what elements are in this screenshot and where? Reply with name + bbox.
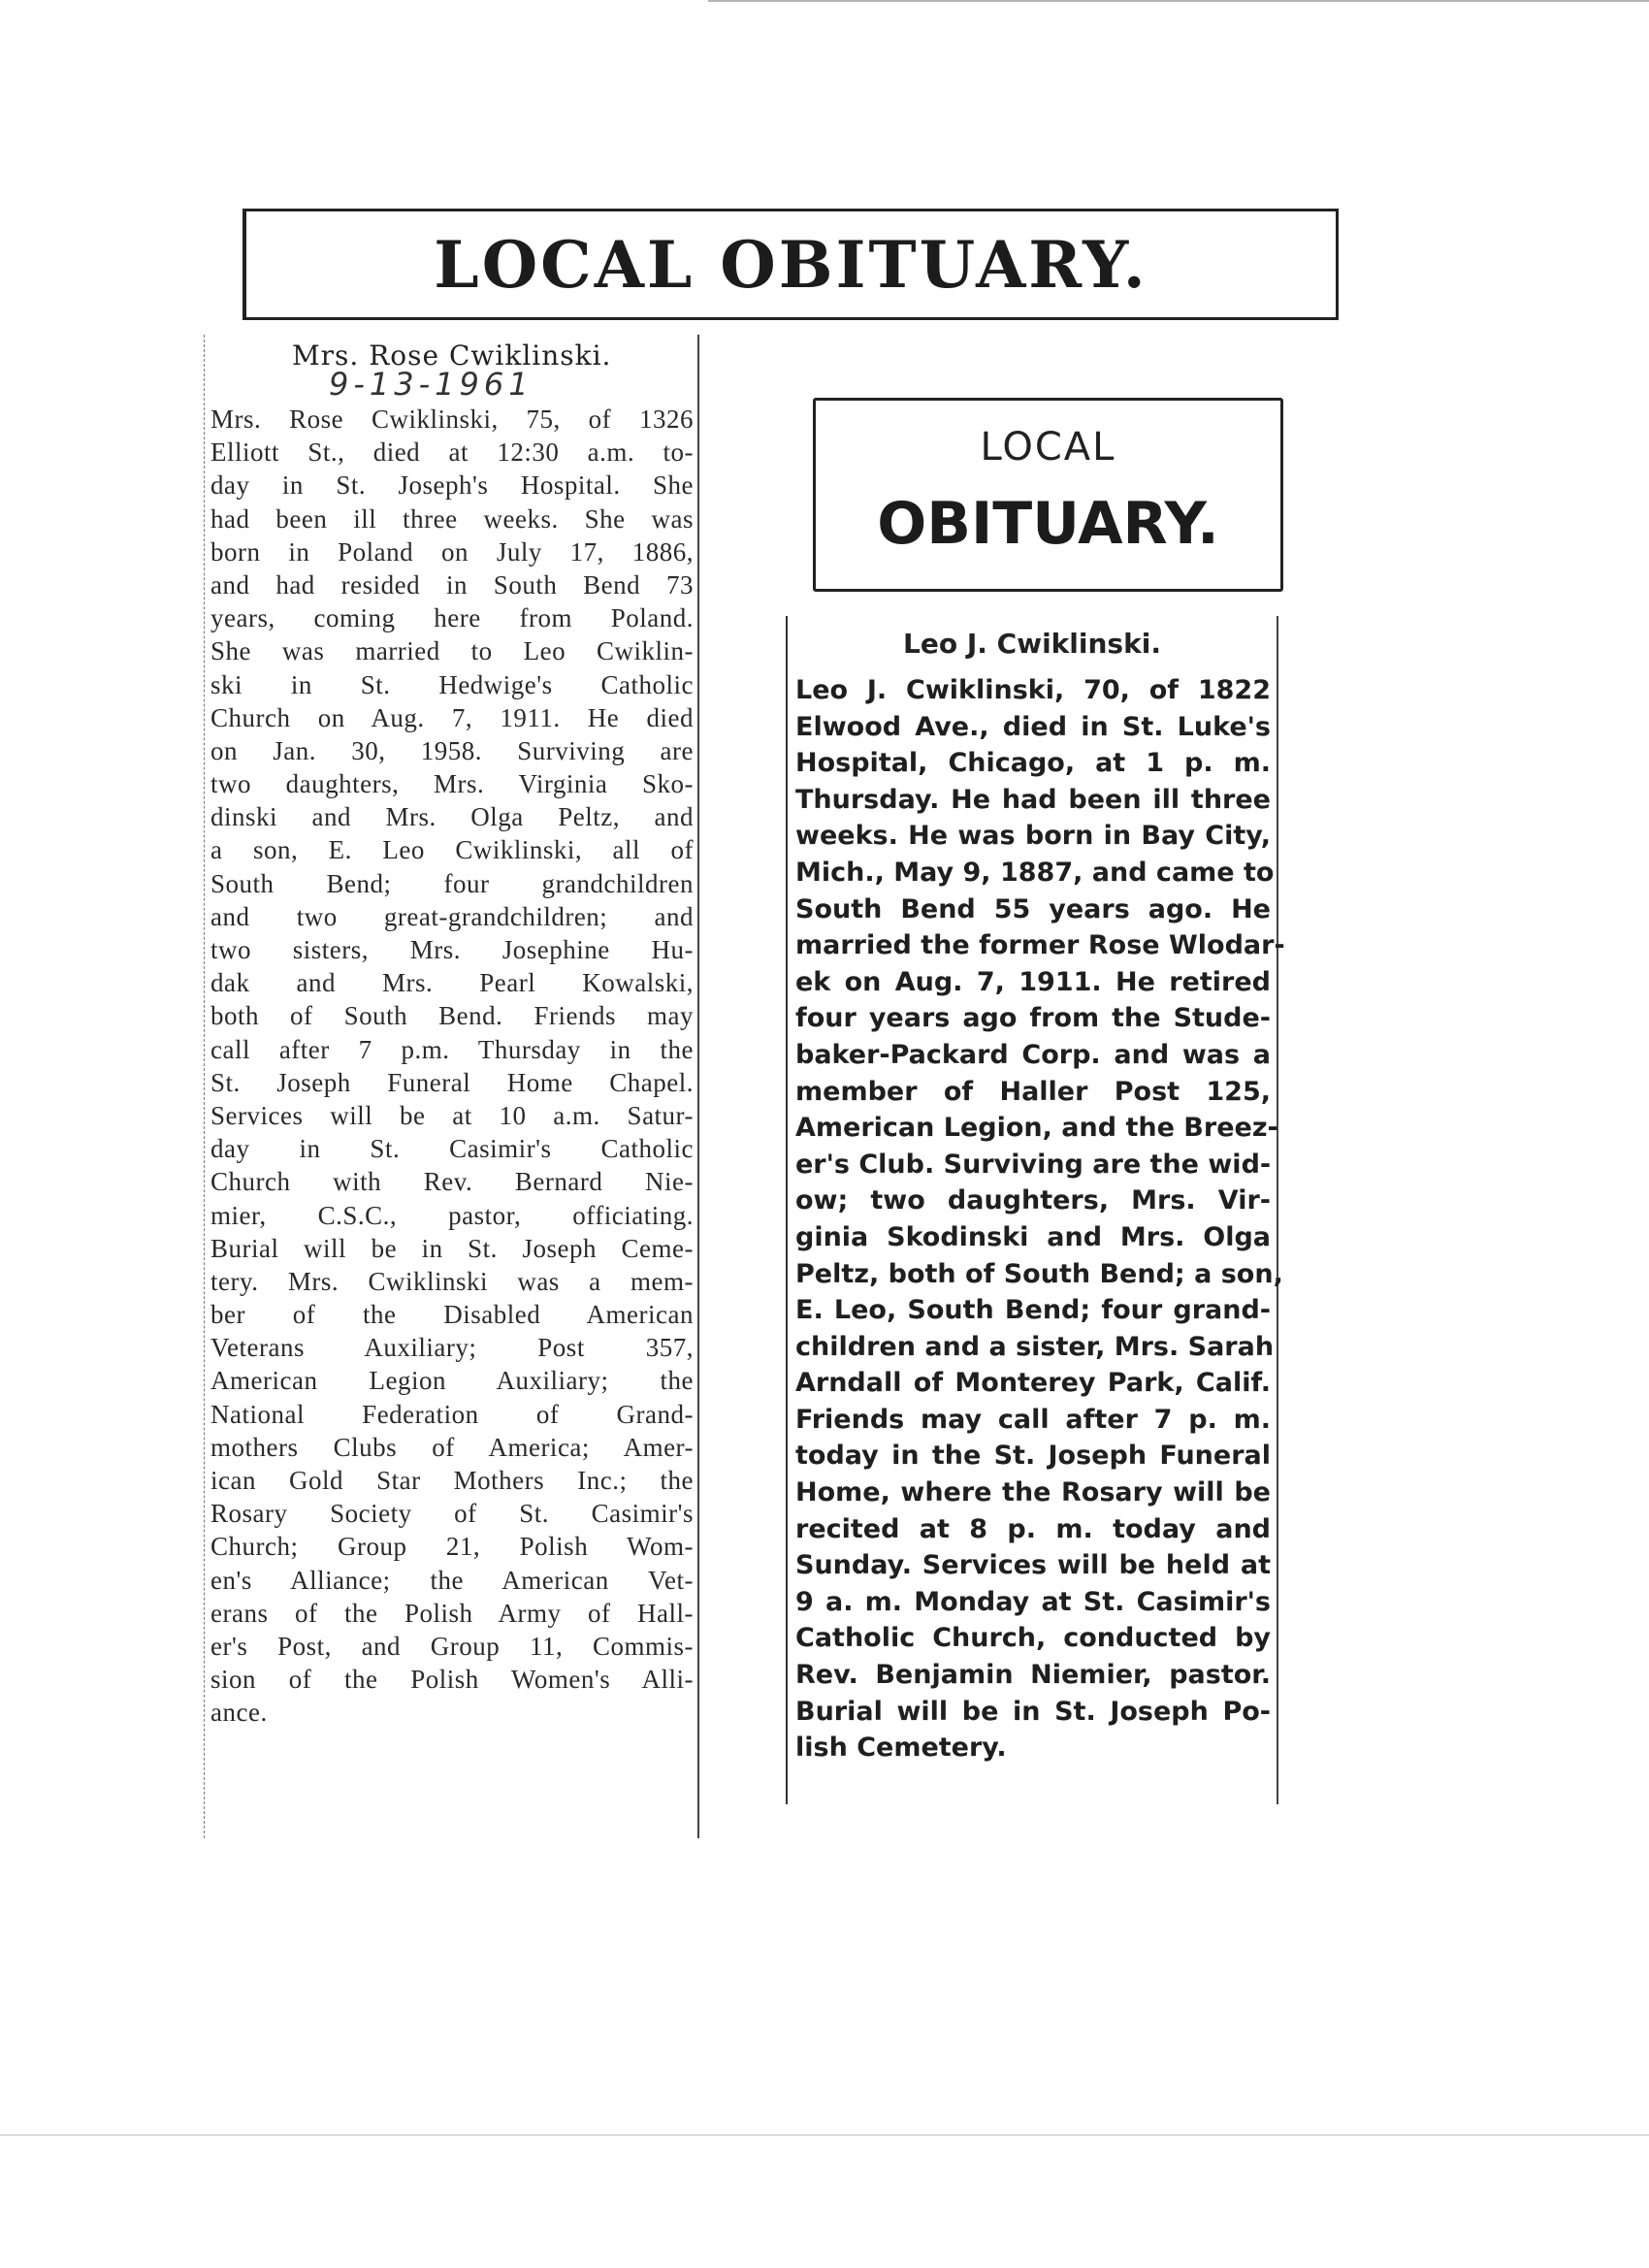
text-line: call after 7 p.m. Thursday in the	[210, 1034, 694, 1064]
text-line: Church on Aug. 7, 1911. He died	[210, 702, 694, 732]
text-line: a son, E. Leo Cwiklinski, all of	[210, 835, 694, 865]
text-line: and had resided in South Bend 73	[210, 569, 694, 599]
text-line: weeks. He was born in Bay City,	[795, 821, 1271, 852]
text-line: South Bend 55 years ago. He	[795, 893, 1271, 924]
right-name-heading: Leo J. Cwiklinski.	[903, 628, 1161, 660]
text-line: on Jan. 30, 1958. Surviving are	[210, 735, 694, 765]
text-line: recited at 8 p. m. today and	[795, 1513, 1271, 1544]
text-line: sion of the Polish Women's Alli-	[210, 1665, 694, 1695]
text-line: Sunday. Services will be held at	[795, 1550, 1271, 1581]
text-line: American Legion, and the Breez-	[795, 1113, 1278, 1144]
text-line: South Bend; four grandchildren	[210, 868, 694, 898]
text-line: ow; two daughters, Mrs. Vir-	[795, 1185, 1271, 1216]
text-line: Veterans Auxiliary; Post 357,	[210, 1333, 694, 1363]
text-line: erans of the Polish Army of Hall-	[210, 1598, 694, 1628]
left-masthead-title: LOCAL OBITUARY.	[434, 226, 1148, 303]
text-line: Elwood Ave., died in St. Luke's	[795, 711, 1271, 742]
text-line: Services will be at 10 a.m. Satur-	[210, 1100, 694, 1130]
text-line: Peltz, both of South Bend; a son,	[795, 1258, 1283, 1289]
text-line: today in the St. Joseph Funeral	[795, 1441, 1271, 1472]
text-line: American Legion Auxiliary; the	[210, 1366, 694, 1396]
text-line: ski in St. Hedwige's Catholic	[210, 669, 694, 699]
right-obituary-clipping	[786, 398, 1290, 1804]
text-line: Rosary Society of St. Casimir's	[210, 1499, 694, 1529]
text-line: ek on Aug. 7, 1911. He retired	[795, 966, 1271, 997]
right-masthead	[813, 398, 1283, 592]
text-line: ginia Skodinski and Mrs. Olga	[795, 1221, 1271, 1252]
text-line: Church with Rev. Bernard Nie-	[210, 1167, 694, 1197]
text-line: born in Poland on July 17, 1886,	[210, 536, 694, 567]
left-name-heading: Mrs. Rose Cwiklinski.	[292, 340, 612, 372]
left-obituary-column	[204, 335, 699, 1838]
right-masthead-top: LOCAL	[980, 425, 1116, 470]
text-line: Elliott St., died at 12:30 a.m. to-	[210, 437, 694, 468]
text-line: years, coming here from Poland.	[210, 603, 694, 633]
text-line: Friends may call after 7 p. m.	[795, 1404, 1271, 1435]
text-line: four years ago from the Stude-	[795, 1003, 1271, 1034]
text-line: mothers Clubs of America; Amer-	[210, 1432, 694, 1462]
text-line: member of Haller Post 125,	[795, 1076, 1271, 1107]
scan-edge-bottom	[0, 2134, 1649, 2136]
text-line: had been ill three weeks. She was	[210, 503, 694, 534]
left-masthead	[242, 209, 1339, 320]
text-line: Thursday. He had been ill three	[795, 784, 1271, 815]
right-obituary-column	[786, 616, 1285, 1804]
handwritten-date: 9-13-1961	[329, 366, 534, 403]
text-line: St. Joseph Funeral Home Chapel.	[210, 1067, 694, 1097]
right-obituary-body	[795, 672, 1285, 1766]
text-line: She was married to Leo Cwiklin-	[210, 636, 694, 666]
text-line: baker-Packard Corp. and was a	[795, 1039, 1271, 1070]
text-line: E. Leo, South Bend; four grand-	[795, 1295, 1271, 1326]
text-line: Rev. Benjamin Niemier, pastor.	[795, 1660, 1271, 1691]
text-line: two sisters, Mrs. Josephine Hu-	[210, 935, 694, 964]
text-line: er's Club. Surviving are the wid-	[795, 1149, 1272, 1180]
text-line: Home, where the Rosary will be	[795, 1477, 1271, 1508]
text-line: ance.	[210, 1698, 268, 1728]
text-line: both of South Bend. Friends may	[210, 1001, 694, 1031]
text-line: 9 a. m. Monday at St. Casimir's	[795, 1586, 1271, 1617]
text-line: Burial will be in St. Joseph Ceme-	[210, 1233, 694, 1263]
text-line: Leo J. Cwiklinski, 70, of 1822	[795, 675, 1271, 705]
text-line: Church; Group 21, Polish Wom-	[210, 1532, 694, 1562]
text-line: and two great-grandchildren; and	[210, 901, 694, 931]
text-line: tery. Mrs. Cwiklinski was a mem-	[210, 1266, 694, 1296]
text-line: National Federation of Grand-	[210, 1399, 694, 1429]
text-line: married the former Rose Wlodar-	[795, 930, 1285, 961]
text-line: day in St. Joseph's Hospital. She	[210, 470, 694, 501]
text-line: dak and Mrs. Pearl Kowalski,	[210, 968, 694, 998]
text-line: mier, C.S.C., pastor, officiating.	[210, 1200, 694, 1230]
text-line: ican Gold Star Mothers Inc.; the	[210, 1466, 694, 1495]
scan-edge-top	[708, 0, 1649, 2]
text-line: Burial will be in St. Joseph Po-	[795, 1696, 1271, 1727]
text-line: Mich., May 9, 1887, and came to	[795, 857, 1275, 888]
left-obituary-body	[210, 403, 694, 1730]
right-masthead-bottom: OBITUARY.	[877, 490, 1219, 558]
text-line: dinski and Mrs. Olga Peltz, and	[210, 802, 694, 832]
text-line: ber of the Disabled American	[210, 1300, 694, 1330]
text-line: children and a sister, Mrs. Sarah	[795, 1331, 1275, 1362]
text-line: two daughters, Mrs. Virginia Sko-	[210, 769, 694, 799]
text-line: day in St. Casimir's Catholic	[210, 1134, 694, 1164]
text-line: Hospital, Chicago, at 1 p. m.	[795, 748, 1271, 779]
text-line: Catholic Church, conducted by	[795, 1623, 1271, 1654]
text-line: Mrs. Rose Cwiklinski, 75, of 1326	[210, 405, 694, 434]
text-line: er's Post, and Group 11, Commis-	[210, 1631, 694, 1661]
text-line: Arndall of Monterey Park, Calif.	[795, 1368, 1271, 1399]
text-line: lish Cemetery.	[795, 1733, 1007, 1764]
text-line: en's Alliance; the American Vet-	[210, 1565, 694, 1595]
